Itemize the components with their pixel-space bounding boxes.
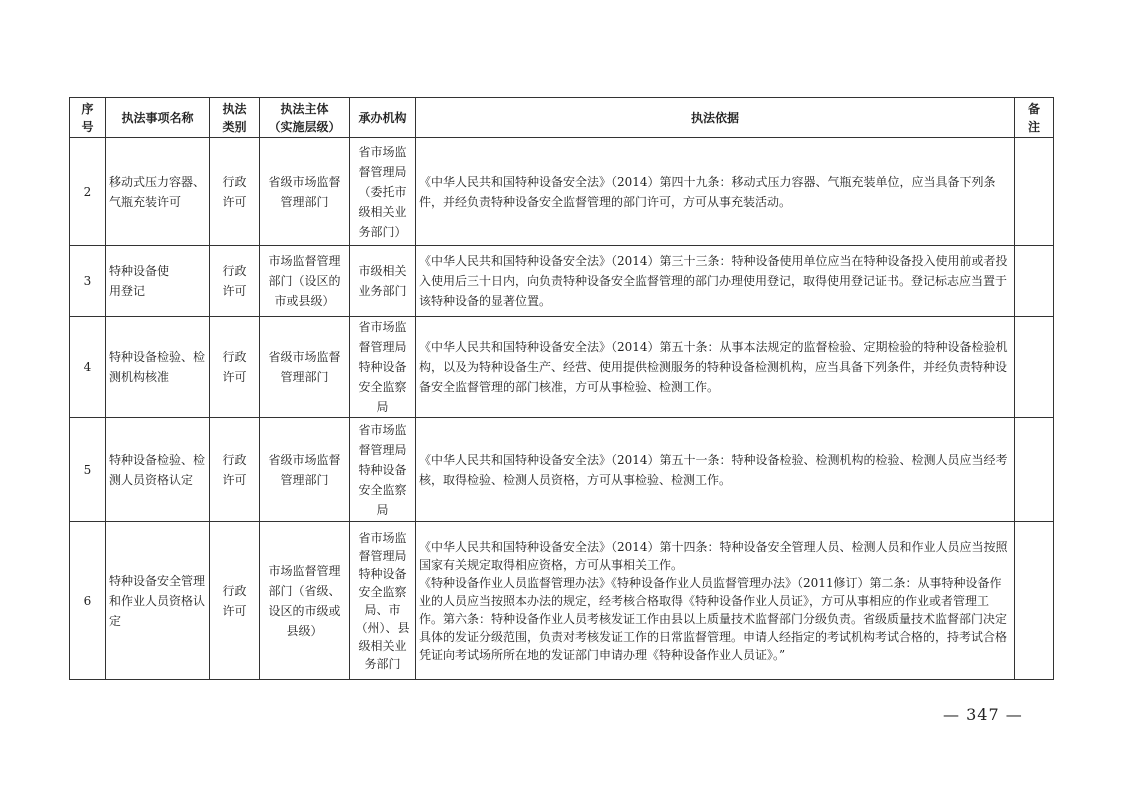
cell-remark <box>1015 317 1054 418</box>
header-org: 承办机构 <box>350 98 416 138</box>
header-subject-line1: 执法主体 <box>280 101 329 116</box>
header-subject <box>260 98 350 138</box>
cell-basis: 《中华人民共和国特种设备安全法》（2014）第三十三条：特种设备使用单位应当在特种设备投入使用前或者投入使用后三十日内，向负责特种设备安全监督管理的部门办理使用登记，取得使用登记证书。登记标志应当置于该特种设备的显著位置。 <box>416 246 1015 317</box>
cell-basis: 《中华人民共和国特种设备安全法》（2014）第四十九条：移动式压力容器、气瓶充装单位，应当具备下列条件，并经负责特种设备安全监督管理的部门许可，方可从事充装活动。 <box>416 138 1015 246</box>
cell-subject: 省级市场监督管理部门 <box>260 418 350 522</box>
cell-subject: 市场监督管理部门（设区的市或县级） <box>260 246 350 317</box>
cell-org: 省市场监督管理局特种设备安全监察局 <box>350 317 416 418</box>
header-item: 执法事项名称 <box>106 98 210 138</box>
cell-category: 行政许可 <box>210 246 260 317</box>
cell-item: 特种设备使用登记 <box>106 246 210 317</box>
header-row <box>70 98 1054 138</box>
cell-item: 移动式压力容器、气瓶充装许可 <box>106 138 210 246</box>
table-row <box>70 522 1054 680</box>
cell-category: 行政许可 <box>210 138 260 246</box>
cell-basis: 《中华人民共和国特种设备安全法》（2014）第五十条：从事本法规定的监督检验、定期检验的特种设备检验机构，以及为特种设备生产、经营、使用提供检测服务的特种设备检测机构，应当具备下列条件，并经负责特种设备安全监督管理的部门核准，方可从事检验、检测工作。 <box>416 317 1015 418</box>
header-category: 执法类别 <box>210 98 260 138</box>
cell-remark <box>1015 522 1054 680</box>
cell-item: 特种设备安全管理和作业人员资格认定 <box>106 522 210 680</box>
cell-remark <box>1015 138 1054 246</box>
header-remark: 备注 <box>1015 98 1054 138</box>
table-row <box>70 246 1054 317</box>
page-number: — 347 — <box>943 705 1023 724</box>
cell-basis: 《中华人民共和国特种设备安全法》（2014）第十四条：特种设备安全管理人员、检测人员和作业人员应当按照国家有关规定取得相应资格，方可从事相关工作。 《特种设备作业人员监督管理办法》《特种设备作业人员监督管理办法》（2011修订）第二条：从事特种设备作业的人员应当按照本办法的规定，经考核合格取得《特种设备作业人员证》，方可从事相应的作业或者管理工作。第六条：特种设备作业人员考核发证工作由县以上质量技术监督部门分级负责。省级质量技术监督部门决定具体的发证分级范围，负责对考核发证工作的日常监督管理。申请人经指定的考试机构考试合格的，持考试合格凭证向考试场所所在地的发证部门申请办理《特种设备作业人员证》。” <box>416 522 1015 680</box>
cell-no: 2 <box>70 138 106 246</box>
cell-org: 省市场监督管理局特种设备安全监察局 <box>350 418 416 522</box>
table-row <box>70 317 1054 418</box>
cell-subject: 市场监督管理部门（省级、设区的市级或县级） <box>260 522 350 680</box>
enforcement-table <box>69 97 1054 680</box>
cell-basis: 《中华人民共和国特种设备安全法》（2014）第五十一条：特种设备检验、检测机构的检验、检测人员应当经考核，取得检验、检测人员资格，方可从事检验、检测工作。 <box>416 418 1015 522</box>
header-basis: 执法依据 <box>416 98 1015 138</box>
cell-category: 行政许可 <box>210 317 260 418</box>
cell-item: 特种设备检验、检测机构核准 <box>106 317 210 418</box>
cell-org: 省市场监督管理局特种设备安全监察局、市（州）、县级相关业务部门 <box>350 522 416 680</box>
header-subject-line2: （实施层级） <box>268 119 341 134</box>
cell-no: 4 <box>70 317 106 418</box>
cell-subject: 省级市场监督管理部门 <box>260 138 350 246</box>
cell-item: 特种设备检验、检测人员资格认定 <box>106 418 210 522</box>
cell-remark <box>1015 246 1054 317</box>
cell-no: 5 <box>70 418 106 522</box>
table-row <box>70 138 1054 246</box>
cell-category: 行政许可 <box>210 522 260 680</box>
cell-remark <box>1015 418 1054 522</box>
cell-no: 3 <box>70 246 106 317</box>
cell-no: 6 <box>70 522 106 680</box>
cell-subject: 省级市场监督管理部门 <box>260 317 350 418</box>
cell-category: 行政许可 <box>210 418 260 522</box>
table-row <box>70 418 1054 522</box>
cell-org: 省市场监督管理局（委托市级相关业务部门） <box>350 138 416 246</box>
cell-org: 市级相关业务部门 <box>350 246 416 317</box>
header-no: 序号 <box>70 98 106 138</box>
